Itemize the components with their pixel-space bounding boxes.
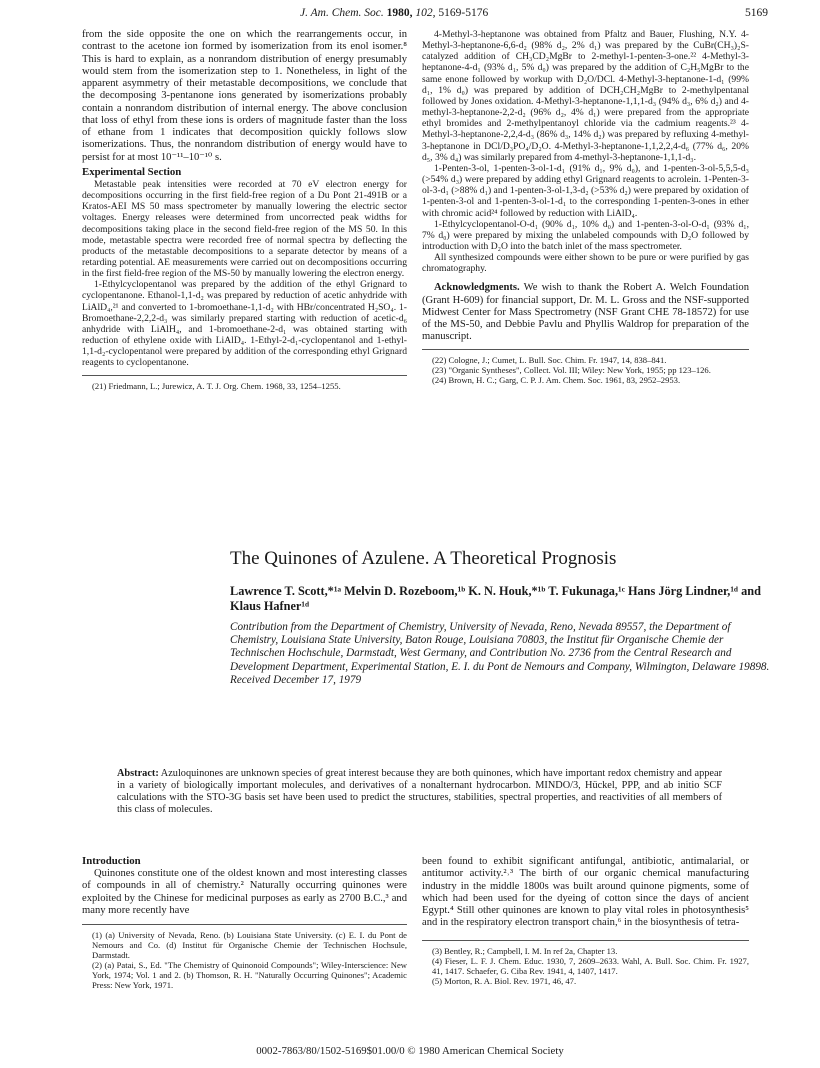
experimental-heading: Experimental Section	[82, 165, 182, 178]
previous-article-left-column	[82, 29, 407, 391]
synthesis-paragraph: 1-Penten-3-ol, 1-penten-3-ol-1-d₁ (91% d₁, 9% d₀), and 1-penten-3-ol-5,5,5-d₃ (>54% d₃) were prepared by adding ethyl Grignard reagents to acrolein. 1-Penten-3-ol-3-d₁ (>88% d₁) and 1-penten-3-ol-1,3-d₂ (>53% d₂) were prepared by oxidation of 1-penten-3-ol and 1-penten-3-ol-1-d₁ to the corresponding 1-penten-3-ones in ether with chromic acid²⁴ followed by reduction with LiAlD₄.	[422, 162, 749, 219]
footnote: (24) Brown, H. C.; Garg, C. P. J. Am. Chem. Soc. 1961, 83, 2952–2953.	[432, 375, 681, 386]
experimental-paragraph: 1-Ethylcyclopentanol was prepared by the addition of the ethyl Grignard to cyclopentanone. Ethanol-1,1-d₂ was prepared by reduction of acetic anhydride with LiAlD₄,²¹ and converted to 1-bromoethane-1,1-d₂ with HBr/concentrated H₂SO₄. 1-Bromoethane-2,2,2-d₃ was similarly prepared starting with reduction of acetic-d₆ anhydride with LiAlH₄, and 1-bromoethane-2-d₁ was obtained starting with reduction of ethylene oxide with LiAlD₄. 1-Ethyl-2-d₁-cyclopentanol and 1-ethyl-1,1-d₂-cyclopentanol were prepared by addition of the corresponding ethyl Grignard reagents to cyclopentanone.	[82, 279, 407, 369]
article-header	[230, 548, 770, 686]
page-number: 5169	[745, 7, 768, 19]
running-head	[0, 7, 820, 23]
copyright-footer: 0002-7863/80/1502-5169$01.00/0 © 1980 American Chemical Society	[256, 1045, 564, 1057]
footnote-rule	[422, 349, 749, 350]
abstract	[117, 768, 722, 816]
conclusion-paragraph: from the side opposite the one on which the rearrangements occur, in contrast to the acetone ion formed by isomerization from its enol isomer.⁸ This is hard to explain, as a nonrandom distribution of energy presumably would stem from the isomerization step to 1. Nonetheless, in light of the apparent asymmetry of their metastable decompositions, we conclude that the decomposing 3-pentanone ions generated by isomerizations probably contain a nonrandom distribution of internal energy. The above conclusion that loss of ethyl from these ions is orders of magnitude faster than the loss of ethane from 1 indicates that decomposition quickly follows slow isomerizations. Thus, the nonrandom distribution of energy would have to persist for at most 10⁻¹¹–10⁻¹⁰ s.	[82, 29, 407, 163]
received-date: Received December 17, 1979	[230, 673, 362, 686]
footnote: (23) "Organic Syntheses", Collect. Vol. III; Wiley: New York, 1955; pp 123–126.	[432, 365, 711, 376]
synthesis-paragraph: 4-Methyl-3-heptanone was obtained from Pfaltz and Bauer, Flushing, N.Y. 4-Methyl-3-heptanone-6,6-d₂ (98% d₂, 2% d₁) was prepared by the CuBr(CH₃)₂S-catalyzed addition of CH₃CD₂MgBr to 2-methyl-1-penten-3-one.²² 4-Methyl-3-heptanone-4-d₁ (93% d₁, 5% d₀) was prepared by the addition of C₂H₅MgBr to the same enone followed by workup with D₂O/DCl. 4-Methyl-3-heptanone-1-d₁ (99% d₁, 1% d₀) was prepared by addition of DCH₂CH₂MgBr to 2-methylpentanal followed by Jones oxidation. 4-Methyl-3-heptanone-1,1,1-d₃ (94% d₃, 6% d₂) and 4-methyl-3-heptanone-2,2-d₂ (96% d₂, 4% d₁) were prepared from the appropriate ethyl bromides and 2-methylpentanoyl chloride via the cadmium reagents.²³ 4-Methyl-3-heptanone-2,2,4-d₃ (86% d₃, 14% d₂) was prepared by refluxing 4-methyl-3-heptanone in DCl/D₃PO₄/D₂O. 4-Methyl-3-heptanone-1,1,2,2,4-d₆ (77% d₆, 20% d₅, 3% d₄) was similarly prepared from 4-methyl-3-heptanone-1,1,1-d₃.	[422, 29, 749, 163]
footnote-rule	[422, 940, 749, 941]
footnote: (5) Morton, R. A. Biol. Rev. 1971, 46, 47.	[432, 975, 577, 986]
previous-article-right-column	[422, 29, 749, 385]
acknowledgments	[422, 282, 749, 343]
footnote-rule	[82, 924, 407, 925]
journal-pages: 5169-5176	[438, 7, 489, 19]
journal-citation	[300, 7, 488, 19]
affiliation: Contribution from the Department of Chemistry, University of Nevada, Reno, Nevada 89557, the Department of Chemistry, Louisiana State University, Baton Rouge, Louisiana 70803, the Institut für Organische Chemie der Technischen Hochschule, Darmstadt, West Germany, and Contribution No. 2736 from the Central Research and Development Department, Experimental Station, E. I. du Pont de Nemours and Company, Wilmington, Delaware 19898.	[230, 621, 770, 673]
footnote: (21) Friedmann, L.; Jurewicz, A. T. J. Org. Chem. 1968, 33, 1254–1255.	[92, 380, 341, 391]
acknowledgments-label: Acknowledgments.	[434, 282, 520, 294]
footnote: (2) (a) Patai, S., Ed. "The Chemistry of Quinonoid Compounds"; Wiley-Interscience: New York, 1974; Vol. 1 and 2. (b) Thomson, R. H. "Naturally Occurring Quinones"; Academic Press: New York, 1971.	[92, 960, 407, 991]
footnote: (1) (a) University of Nevada, Reno. (b) Louisiana State University. (c) E. I. du Pont de Nemours and Co. (d) Institut für Organische Chemie der Technischen Hochsule, Darmstadt.	[92, 930, 407, 961]
acknowledgments-text: We wish to thank the Robert A. Welch Foundation (Grant H-609) for financial support, Dr. M. L. Gross and the NSF-supported Midwest Center for Mass Spectrometry (NSF Grant CHE 78-18572) for use of the MS-50, and Debbie Pavlu and Phyllis Waldrop for preparation of the manuscript.	[422, 282, 749, 343]
abstract-text: Azuloquinones are unknown species of great interest because they are both quinones, which have important redox chemistry and appear in a variety of biologically important molecules, and derivatives of a nonalternant hydrocarbon. MINDO/3, Hückel, PPP, and ab initio SCF calculations with the STO-3G basis set have been used to predict the structures, stabilities, spectral properties, and reactivities of all members of this class of molecules.	[117, 768, 722, 816]
article-title: The Quinones of Azulene. A Theoretical Prognosis	[230, 548, 617, 569]
footnote-rule	[82, 375, 407, 376]
synthesis-paragraph: All synthesized compounds were either shown to be pure or were purified by gas chromatography.	[422, 252, 749, 275]
journal-name: J. Am. Chem. Soc.	[300, 7, 384, 19]
author-list: Lawrence T. Scott,*¹ᵃ Melvin D. Rozeboom,¹ᵇ K. N. Houk,*¹ᵇ T. Fukunaga,¹ᶜ Hans Jörg Lindner,¹ᵈ and Klaus Hafner¹ᵈ	[230, 584, 761, 613]
synthesis-paragraph: 1-Ethylcyclopentanol-O-d₁ (90% d₁, 10% d₀) and 1-penten-3-ol-O-d₁ (93% d₁, 7% d₀) were prepared by mixing the unlabeled compounds with D₂O followed by introduction with D₂O into the batch inlet of the mass spectrometer.	[422, 218, 749, 252]
abstract-label: Abstract:	[117, 768, 159, 779]
journal-year: 1980,	[386, 7, 413, 19]
footnote: (3) Bentley, R.; Campbell, I. M. In ref 2a, Chapter 13.	[432, 945, 618, 956]
footnote: (4) Fieser, L. F. J. Chem. Educ. 1930, 7, 2609–2633. Wahl, A. Bull. Soc. Chim. Fr. 1927, 41, 1417. Schaefer, G. Ciba Rev. 1941, 4, 1407, 1417.	[432, 955, 749, 976]
introduction-paragraph: Quinones constitute one of the oldest known and most interesting classes of compounds in all of chemistry.² Naturally occurring quinones were exploited by the Chinese for medicinal purposes as early as 2700 B.C.,³ and many more recently have	[82, 868, 407, 916]
introduction-left-column	[82, 856, 407, 990]
introduction-heading: Introduction	[82, 855, 141, 867]
introduction-right-column	[422, 856, 749, 986]
journal-volume: 102,	[415, 7, 436, 19]
footnote: (22) Cologne, J.; Cumet, L. Bull. Soc. Chim. Fr. 1947, 14, 838–841.	[432, 355, 667, 366]
experimental-paragraph: Metastable peak intensities were recorded at 70 eV electron energy for decompositions occurring in the first field-free region of a Du Pont 21-491B or a Kratos-AEI MS 50 mass spectrometer by manually lowering the electric sector voltages. Energy releases were determined from uncorrected peak widths for decompositions taking place in the second field-free region of the MS 50. In this mode, metastable spectra were recorded free of normal spectra by deflecting the products of the metastable decompositions to a separate detector by means of a retarding potential. AE measurements were carried out on decompositions occurring in the first field-free region of the MS-50 by manually lowering the electron energy.	[82, 178, 407, 280]
introduction-paragraph-continued: been found to exhibit significant antifungal, antibiotic, antimalarial, or antitumor activity.²˒³ The birth of our organic chemical manufacturing industry in the middle 1800s was built around quinone pigments, some of which had been used for the dyeing of cotton since the days of ancient Egypt.⁴ Still other quinones are known to play vital roles in photosynthesis⁵ and in the respiratory electron transport chain,⁶ in the biosynthesis of tetra-	[422, 856, 749, 929]
